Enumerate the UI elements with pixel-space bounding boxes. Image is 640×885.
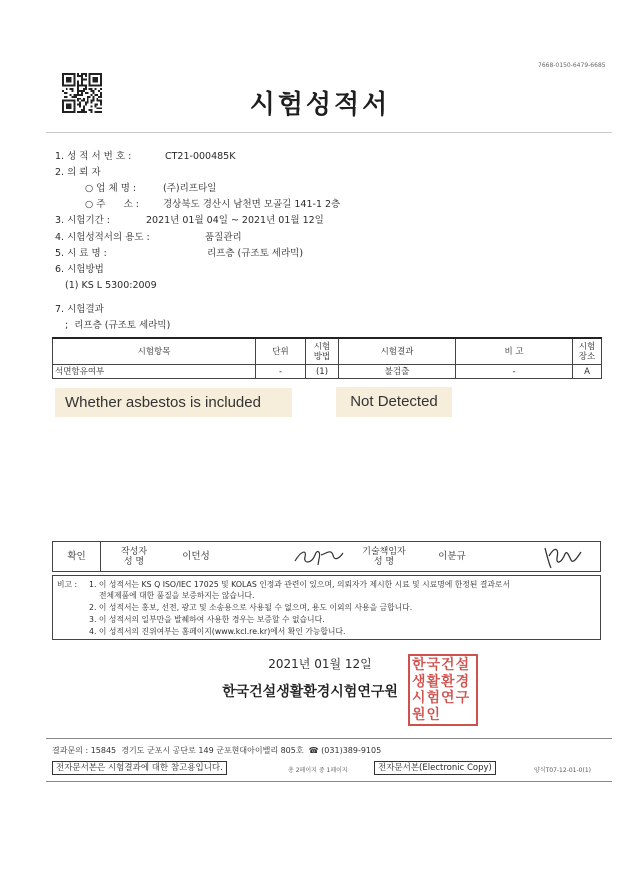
company-label: ○ 업 체 명 : bbox=[85, 183, 137, 194]
confirm-label: 확인 bbox=[53, 542, 101, 571]
column-header: 시험결과 bbox=[339, 338, 456, 365]
address-label: ○ 주 소 : bbox=[85, 199, 140, 210]
writer-name: 이던성 bbox=[182, 550, 210, 562]
tech-manager-name: 이분규 bbox=[438, 550, 466, 562]
table-cell: - bbox=[456, 365, 573, 379]
note-line: 3. 이 성적서의 일부만을 발췌하여 사용한 경우는 보증할 수 없습니다. bbox=[89, 615, 325, 624]
result-label: 7. 시험결과 bbox=[55, 304, 104, 315]
result-sample: ; 리프층 (규조토 세라믹) bbox=[65, 320, 171, 331]
table-cell: A bbox=[573, 365, 602, 379]
company-name: (주)리프타일 bbox=[163, 183, 217, 194]
note-line: 2. 이 성적서는 홍보, 선전, 광고 및 소송용으로 사용될 수 없으며, 용도 이외의 사용을 금합니다. bbox=[89, 603, 413, 612]
column-header: 시험 방법 bbox=[306, 338, 339, 365]
test-period: 2021년 01월 04일 ~ 2021년 01월 12일 bbox=[146, 215, 324, 226]
purpose-label: 4. 시험성적서의 용도 : bbox=[55, 232, 150, 243]
document-code: 7668-0150-6479-6685 bbox=[538, 62, 606, 69]
report-number-label: 1. 성 적 서 번 호 : bbox=[55, 151, 132, 162]
note-line: 4. 이 성적서의 진위여부는 홈페이지(www.kcl.re.kr)에서 확인 가능합니다. bbox=[89, 627, 346, 636]
signature-table bbox=[52, 541, 601, 572]
method-label: 6. 시험방법 bbox=[55, 264, 104, 275]
page-count: 총 2페이지 중 1페이지 bbox=[288, 767, 348, 774]
sample-name: 리프층 (규조토 세라믹) bbox=[207, 248, 304, 259]
writer-signature bbox=[291, 543, 347, 570]
annotation-test-result: Not Detected bbox=[336, 387, 452, 417]
tech-manager-signature bbox=[539, 542, 585, 571]
client-label: 2. 의 뢰 자 bbox=[55, 167, 101, 178]
issuing-organization: 한국건설생활환경시험연구원 bbox=[222, 684, 398, 700]
note-line: 전체제품에 대한 품질을 보증하지는 않습니다. bbox=[99, 591, 255, 600]
column-header: 비 고 bbox=[456, 338, 573, 365]
issue-date: 2021년 01월 12일 bbox=[268, 657, 372, 671]
table-cell: 불검출 bbox=[339, 365, 456, 379]
note-line: 1. 이 성적서는 KS Q ISO/IEC 17025 및 KOLAS 인정과 관련이 있으며, 의뢰자가 제시한 시료 및 시료명에 한정된 결과로서 bbox=[89, 580, 510, 589]
official-seal: 한국건설생활환경시험연구원인 bbox=[408, 654, 478, 726]
column-header: 시험항목 bbox=[53, 338, 256, 365]
writer-label: 작성자 성 명 bbox=[120, 546, 148, 567]
table-cell: 석면함유여부 bbox=[53, 365, 256, 379]
form-number: 양식T07-12-01-0(1) bbox=[534, 767, 591, 774]
report-number: CT21-000485K bbox=[165, 151, 236, 162]
notes-label: 비고 : bbox=[57, 580, 78, 589]
bottom-divider bbox=[46, 781, 612, 782]
test-method: (1) KS L 5300:2009 bbox=[65, 280, 157, 291]
column-header: 단위 bbox=[256, 338, 306, 365]
tech-manager-label: 기술책임자 성 명 bbox=[362, 546, 406, 567]
purpose: 품질관리 bbox=[205, 232, 242, 243]
title-divider bbox=[46, 132, 612, 133]
table-cell: - bbox=[256, 365, 306, 379]
address: 경상북도 경산시 남천면 모골길 141-1 2층 bbox=[163, 199, 341, 210]
column-header: 시험 장소 bbox=[573, 338, 602, 365]
electronic-copy-label: 전자문서본(Electronic Copy) bbox=[374, 761, 496, 775]
sample-label: 5. 시 료 명 : bbox=[55, 248, 107, 259]
table-header-row bbox=[53, 338, 602, 365]
footer-divider bbox=[46, 738, 612, 739]
electronic-notice: 전자문서본은 시험결과에 대한 참고용입니다. bbox=[52, 761, 227, 775]
notes-box bbox=[52, 575, 601, 640]
inquiry-info: 결과문의 : 15845 경기도 군포시 공단로 149 군포현대아이밸리 805호 ☎ (031)389-9105 bbox=[52, 746, 382, 755]
page-title: 시험성적서 bbox=[249, 90, 391, 120]
table-cell: (1) bbox=[306, 365, 339, 379]
results-table bbox=[52, 337, 602, 379]
period-label: 3. 시험기간 : bbox=[55, 215, 111, 226]
annotation-test-item: Whether asbestos is included bbox=[55, 388, 292, 417]
table-row bbox=[53, 365, 602, 379]
